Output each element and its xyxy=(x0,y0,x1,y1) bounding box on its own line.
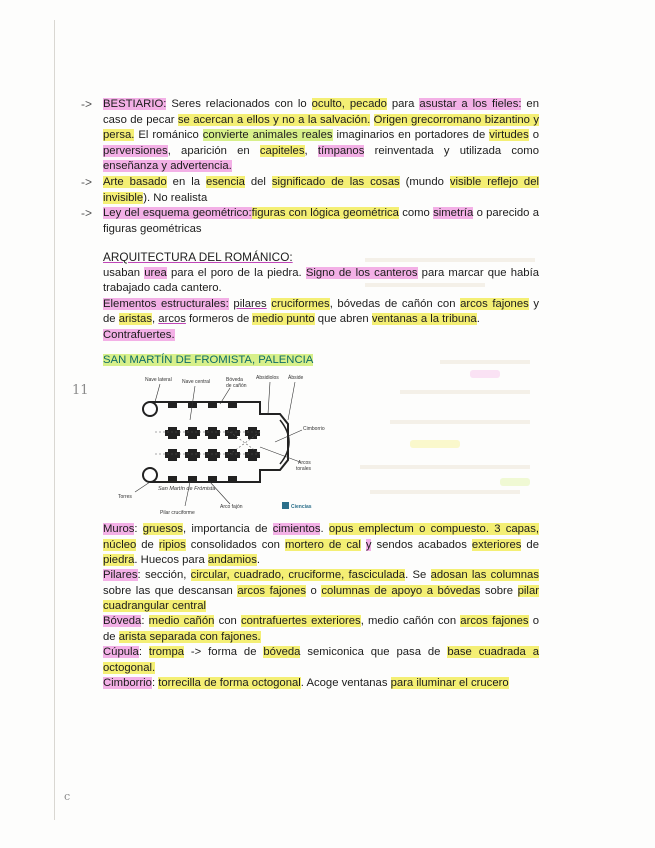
highlight: asustar a los fieles: xyxy=(419,98,522,110)
label-arco-fajon: Arco fajón xyxy=(220,504,243,510)
text-run: para marcar que había trabajado cada cantero. xyxy=(103,266,539,295)
highlight: Pilares xyxy=(103,569,138,581)
boveda-paragraph xyxy=(103,614,539,645)
highlight: adosan las columnas xyxy=(430,569,539,581)
label-absidiolos: Absidiolos xyxy=(256,375,279,381)
highlight: cimientos xyxy=(272,523,321,535)
highlight: Cimborrio xyxy=(103,677,152,689)
highlight: Bóveda xyxy=(103,615,142,627)
text-run: , xyxy=(304,144,318,157)
san-martin-title xyxy=(103,353,539,369)
highlight: trompa xyxy=(148,646,185,658)
highlight: Elementos estructurales: xyxy=(103,297,229,310)
bullet-arrow-icon: -> xyxy=(81,206,93,220)
highlight: capiteles xyxy=(259,144,305,157)
highlight: ripios xyxy=(158,538,186,551)
highlight: ventanas a la tribuna xyxy=(371,313,477,326)
text-run: sobre xyxy=(480,584,518,597)
label-torres: Torres xyxy=(118,494,132,500)
text-run: (mundo xyxy=(399,176,450,188)
text-run: : xyxy=(138,646,149,658)
bleed-through-line xyxy=(370,490,520,494)
highlight: Arte basado xyxy=(103,176,167,188)
text-run: . Huecos para xyxy=(134,554,208,567)
highlight: bóveda xyxy=(263,646,301,658)
highlight: Contrafuertes. xyxy=(103,328,175,341)
text-run: semiconica que pasa de xyxy=(300,646,448,658)
label-nave-lateral: Nave lateral xyxy=(145,377,172,383)
highlight: y xyxy=(365,538,372,551)
highlight: circular, cuadrado, cruciforme, fasciculada xyxy=(190,569,406,581)
text-run: . xyxy=(476,313,480,326)
highlight: arista separada con fajones. xyxy=(118,630,261,643)
arte-paragraph xyxy=(81,175,539,206)
text-run: sendos acabados xyxy=(371,538,472,551)
label-de-canon: de cañón xyxy=(226,383,247,389)
highlight: medio punto xyxy=(252,313,315,326)
text-run: con xyxy=(214,615,241,627)
highlight: virtudes xyxy=(489,129,529,142)
highlight: significado de las cosas xyxy=(271,176,400,188)
highlight: visible reflejo del invisible xyxy=(103,176,539,204)
highlight: contrafuertes exteriores xyxy=(240,615,361,627)
text-run: : sección, xyxy=(137,569,191,581)
highlight: medio cañón xyxy=(148,615,215,627)
highlight: Signo de los canteros xyxy=(305,266,418,279)
label-torales: torales xyxy=(296,466,312,472)
bleed-through-line xyxy=(400,390,530,394)
underline: arcos xyxy=(158,313,186,326)
text-run: de xyxy=(136,538,159,551)
cupula-paragraph xyxy=(103,645,539,676)
text-run: formeros de xyxy=(185,313,253,326)
highlight: base cuadrada a octogonal. xyxy=(103,646,539,674)
text-run: Seres relacionados con lo xyxy=(166,98,312,110)
highlight: torrecilla de forma octogonal xyxy=(158,677,301,689)
highlight: arcos fajones xyxy=(460,615,529,627)
text-run: . Se xyxy=(405,569,431,581)
bestiario-term: BESTIARIO: xyxy=(103,98,167,110)
page-edge-line xyxy=(54,20,55,820)
floor-plan-diagram xyxy=(110,372,335,520)
highlight: enseñanza y advertencia. xyxy=(103,160,232,173)
bleed-through-highlight xyxy=(410,440,460,448)
bestiario-paragraph xyxy=(81,97,539,175)
highlight: tímpanos xyxy=(317,144,365,157)
bullet-arrow-icon: -> xyxy=(81,175,93,189)
section-title: SAN MARTÍN DE FROMISTA, PALENCIA xyxy=(103,354,314,366)
highlight: columnas de apoyo a bóvedas xyxy=(321,584,481,597)
text-run: , importancia de xyxy=(182,523,273,535)
text-run: sobre las que descansan xyxy=(103,584,238,597)
highlight: simetría xyxy=(433,207,474,219)
ley-paragraph xyxy=(81,206,540,237)
highlight: cruciformes xyxy=(271,297,330,310)
highlight: Ley del esquema geométrico: xyxy=(103,207,252,219)
text-run: , medio cañón con xyxy=(360,615,461,627)
text-run: , aparición en xyxy=(167,144,260,157)
highlight: piedra xyxy=(103,554,135,567)
text-run: en caso de pecar xyxy=(103,98,539,126)
plan-caption: San Martín de Frómista xyxy=(158,486,216,492)
highlight: opus emplectum o compuesto. 3 capas, núcleo xyxy=(103,523,540,551)
text-run: reinventada y utilizada como xyxy=(364,144,539,157)
text-run: , bóvedas de cañón con xyxy=(329,297,461,310)
text-run: El románico xyxy=(134,129,203,142)
text-run: imaginarios en portadores de xyxy=(332,129,490,142)
section-title: ARQUITECTURA DEL ROMÁNICO: xyxy=(103,250,293,264)
text-run: . xyxy=(320,523,329,535)
text-run: o de xyxy=(103,615,539,643)
text-run: o xyxy=(306,584,322,597)
logo-square xyxy=(282,502,289,509)
text-run: . xyxy=(256,554,260,567)
corner-mark: c xyxy=(64,790,71,803)
text-run: del xyxy=(244,176,272,188)
highlight: exteriores xyxy=(471,538,522,551)
text-run: de xyxy=(521,538,539,551)
plan-outline xyxy=(143,402,289,482)
arquitectura-title xyxy=(103,250,539,266)
highlight: mortero de cal xyxy=(284,538,361,551)
text-run: ). No realista xyxy=(143,191,208,204)
text-run: en la xyxy=(166,176,206,188)
text-run: -> forma de xyxy=(184,646,264,658)
highlight: Origen grecorromano bizantino y persa. xyxy=(103,113,539,142)
text-run: para el poro de la piedra. xyxy=(166,266,306,279)
highlight: arcos fajones xyxy=(460,297,529,310)
margin-page-mark: 11 xyxy=(72,383,89,398)
highlight: pilar cuadrangular central xyxy=(103,584,539,613)
label-abside: Ábside xyxy=(288,375,304,381)
highlight: oculto, pecado xyxy=(311,98,387,110)
text-run: consolidados con xyxy=(185,538,285,551)
muros-paragraph xyxy=(103,522,539,569)
text-run: . Acoge ventanas xyxy=(300,677,391,689)
highlight: gruesos xyxy=(142,523,183,535)
text-run: , xyxy=(152,313,159,326)
arquitectura-body xyxy=(103,266,539,344)
text-run: : xyxy=(134,523,143,535)
highlight: esencia xyxy=(205,176,245,188)
text-run: que abren xyxy=(314,313,372,326)
cimborrio-paragraph xyxy=(103,676,539,692)
bleed-through-highlight xyxy=(500,478,530,486)
highlight: Cúpula xyxy=(103,646,139,658)
label-nave-central: Nave central xyxy=(182,379,211,385)
bleed-through-line xyxy=(360,465,530,469)
highlight: para iluminar el crucero xyxy=(390,677,509,689)
text-run: o parecido a figuras geométricas xyxy=(103,207,540,235)
label-arcos: Arcos xyxy=(298,460,311,466)
highlight: convierte animales reales xyxy=(202,129,333,142)
bleed-through-highlight xyxy=(470,370,500,378)
highlight: perversiones xyxy=(103,144,168,157)
label-pilar: Pilar cruciforme xyxy=(160,510,195,516)
text-run: usaban xyxy=(103,266,145,279)
highlight: se acercan a ellos y no a la salvación. xyxy=(177,113,371,126)
bullet-arrow-icon: -> xyxy=(81,97,93,111)
credit-logo: Ciencias xyxy=(291,504,312,510)
highlight: Muros xyxy=(103,523,135,535)
bleed-through-line xyxy=(390,420,530,424)
plan-pillars xyxy=(165,402,260,482)
pilares-paragraph xyxy=(103,568,539,615)
text-run: como xyxy=(398,207,434,219)
label-boveda: Bóveda xyxy=(226,377,243,383)
highlight: figuras con lógica geométrica xyxy=(251,207,399,219)
highlight: urea xyxy=(144,266,167,279)
underline: pilares xyxy=(233,297,267,310)
highlight: andamios xyxy=(207,554,257,567)
text-run: y de xyxy=(103,297,540,326)
arquitectura-section xyxy=(103,250,539,344)
text-run: para xyxy=(386,98,420,110)
highlight: arcos fajones xyxy=(237,584,306,597)
text-run: : xyxy=(141,615,149,627)
highlight: aristas xyxy=(118,313,152,326)
label-cimborrio: Cimborrio xyxy=(303,426,325,432)
text-run: : xyxy=(151,677,159,689)
text-run: o xyxy=(528,129,539,142)
